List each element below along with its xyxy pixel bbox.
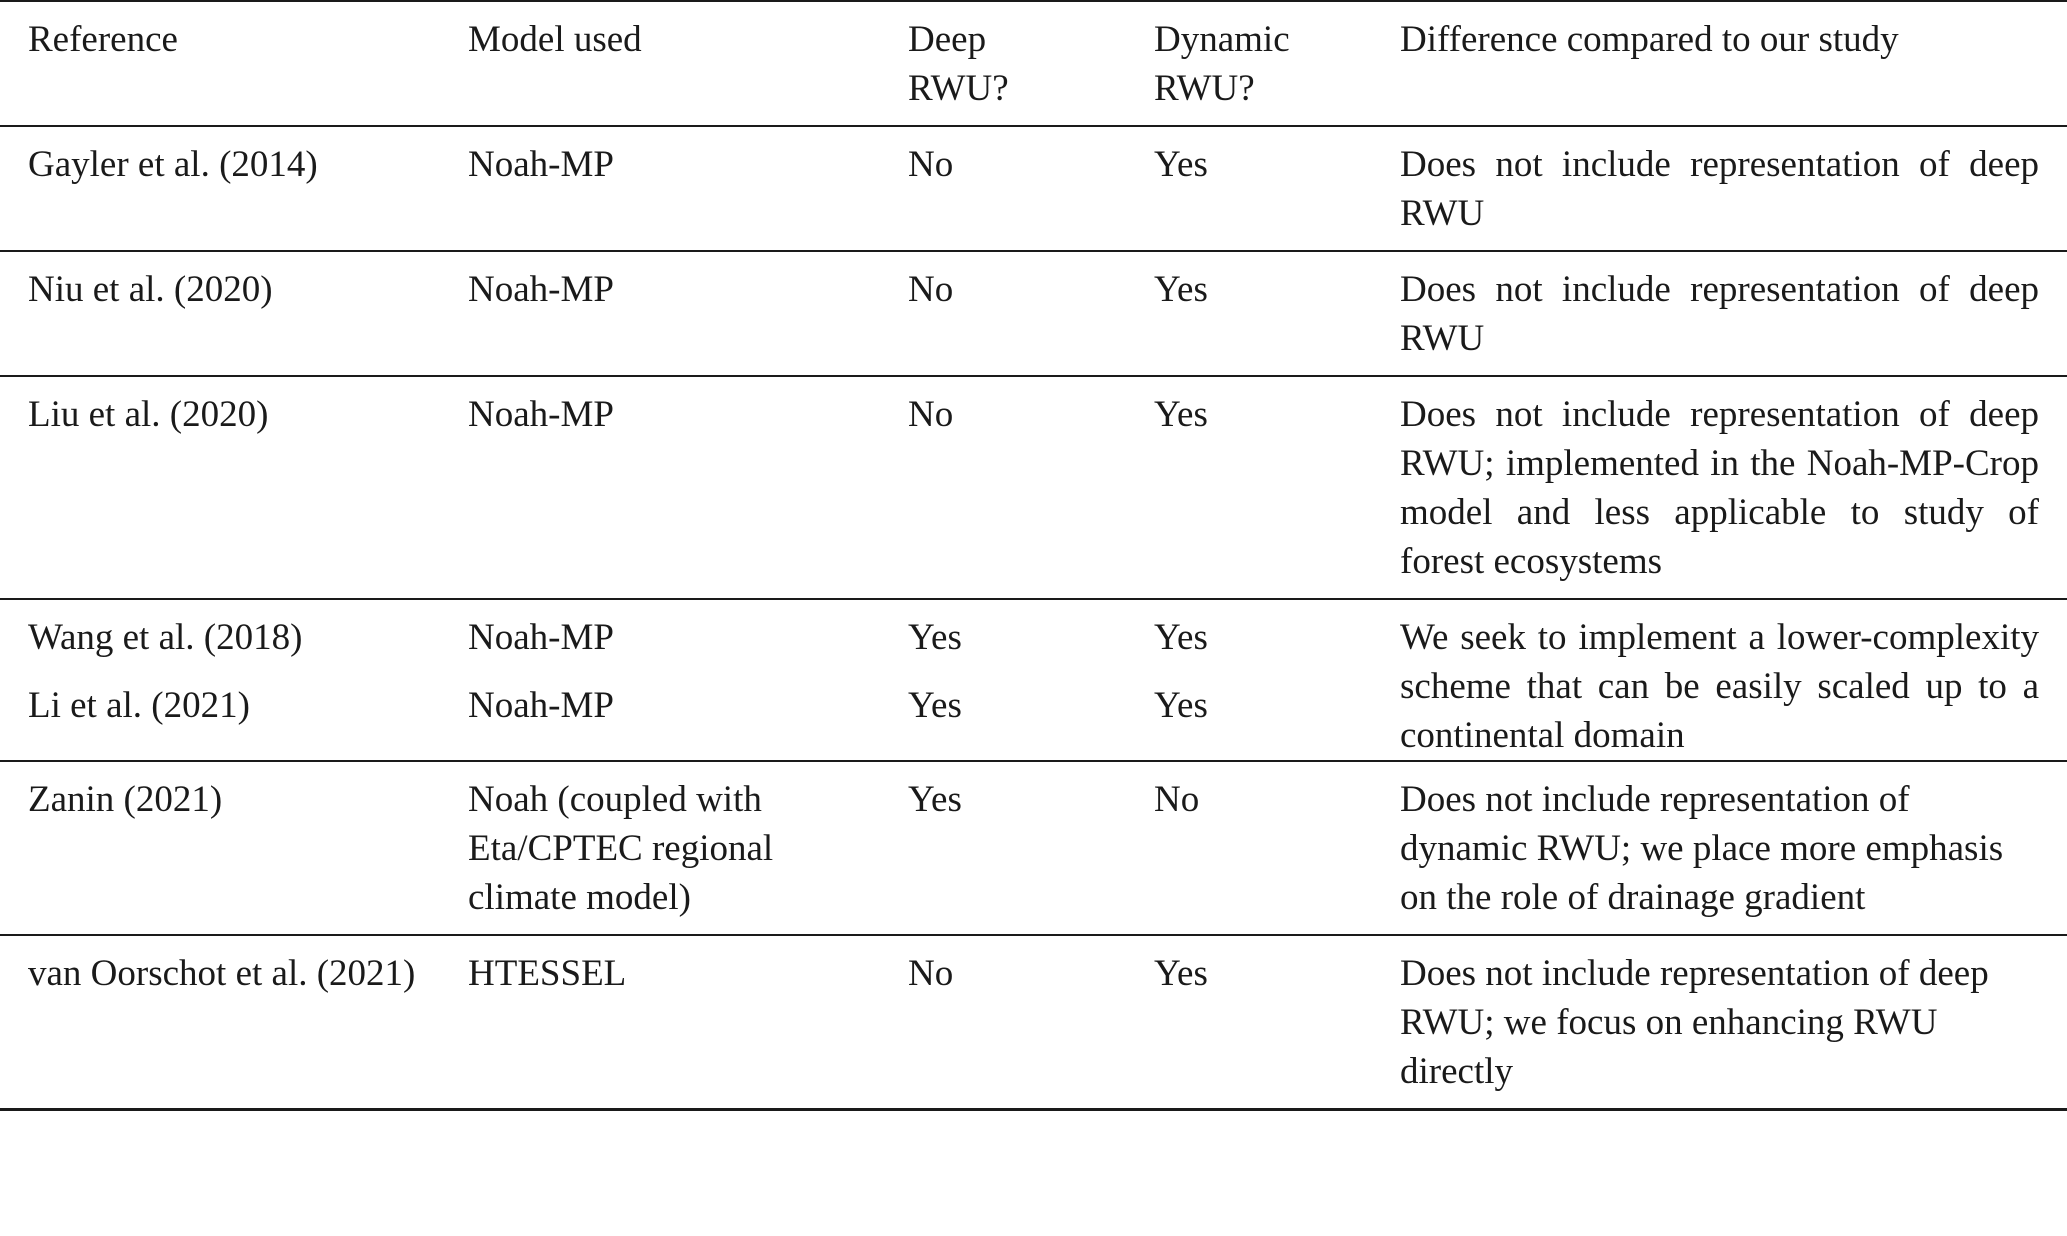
cell-deep-rwu: No: [908, 953, 954, 994]
header-dynamic-rwu-line1: Dynamic: [1154, 19, 1290, 60]
cell-model: HTESSEL: [468, 953, 627, 994]
table-row: [0, 251, 2067, 376]
cell-difference: Does not include representation of deep RWU: [1400, 269, 2039, 359]
table-body: [0, 126, 2067, 1110]
cell-difference: Does not include representation of deep RWU; implemented in the Noah-MP-Crop model and less applicable to study of forest ecosystems: [1400, 394, 2039, 582]
cell-model: Noah-MP: [468, 269, 614, 310]
cell-reference: Liu et al. (2020): [28, 394, 269, 435]
table-row: [0, 126, 2067, 251]
header-dynamic-rwu: [1126, 1, 1372, 126]
cell-difference: Does not include representation of deep RWU: [1400, 144, 2039, 234]
table-row: [0, 935, 2067, 1110]
cell-dynamic-rwu: Yes: [1154, 144, 1208, 185]
cell-deep-rwu: No: [908, 394, 954, 435]
cell-dynamic-rwu: No: [1154, 779, 1200, 820]
cell-model: Noah-MP: [468, 394, 614, 435]
cell-model: Noah-MP: [468, 617, 614, 658]
cell-dynamic-rwu: Yes: [1154, 269, 1208, 310]
cell-difference: We seek to implement a lower-complexity scheme that can be easily scaled up to a continental domain: [1400, 617, 2039, 756]
cell-dynamic-rwu: Yes: [1154, 617, 1208, 658]
cell-reference: Li et al. (2021): [28, 684, 250, 726]
table-row: [0, 376, 2067, 599]
header-deep-rwu: [880, 1, 1126, 126]
cell-model: Noah-MP: [468, 144, 614, 185]
cell-deep-rwu: No: [908, 144, 954, 185]
cell-deep-rwu: Yes: [908, 617, 962, 658]
cell-reference: Niu et al. (2020): [28, 269, 273, 310]
header-dynamic-rwu-line2: RWU?: [1154, 68, 1255, 109]
table-row: [0, 599, 2067, 681]
cell-model: Noah (coupled with Eta/CPTEC regional climate model): [468, 779, 774, 918]
header-deep-rwu-line1: Deep: [908, 19, 987, 60]
header-difference: Difference compared to our study: [1400, 19, 1899, 60]
cell-reference: Wang et al. (2018): [28, 617, 303, 658]
cell-difference: Does not include representation of deep RWU; we focus on enhancing RWU directly: [1400, 953, 1989, 1092]
cell-difference: Does not include representation of dynamic RWU; we place more emphasis on the role of drainage gradient: [1400, 779, 2004, 918]
cell-dynamic-rwu: Yes: [1154, 684, 1208, 726]
cell-reference: van Oorschot et al. (2021): [28, 953, 416, 994]
cell-deep-rwu: No: [908, 269, 954, 310]
cell-model: Noah-MP: [468, 684, 614, 726]
cell-deep-rwu: Yes: [908, 779, 962, 820]
cell-reference: Zanin (2021): [28, 779, 223, 820]
table-row: [0, 761, 2067, 935]
header-row: [0, 1, 2067, 126]
cell-dynamic-rwu: Yes: [1154, 394, 1208, 435]
header-deep-rwu-line2: RWU?: [908, 68, 1009, 109]
header-reference: Reference: [28, 19, 178, 60]
header-model-used: Model used: [468, 19, 642, 60]
cell-deep-rwu: Yes: [908, 684, 962, 726]
cell-dynamic-rwu: Yes: [1154, 953, 1208, 994]
cell-reference: Gayler et al. (2014): [28, 144, 318, 185]
table-header: [0, 1, 2067, 126]
